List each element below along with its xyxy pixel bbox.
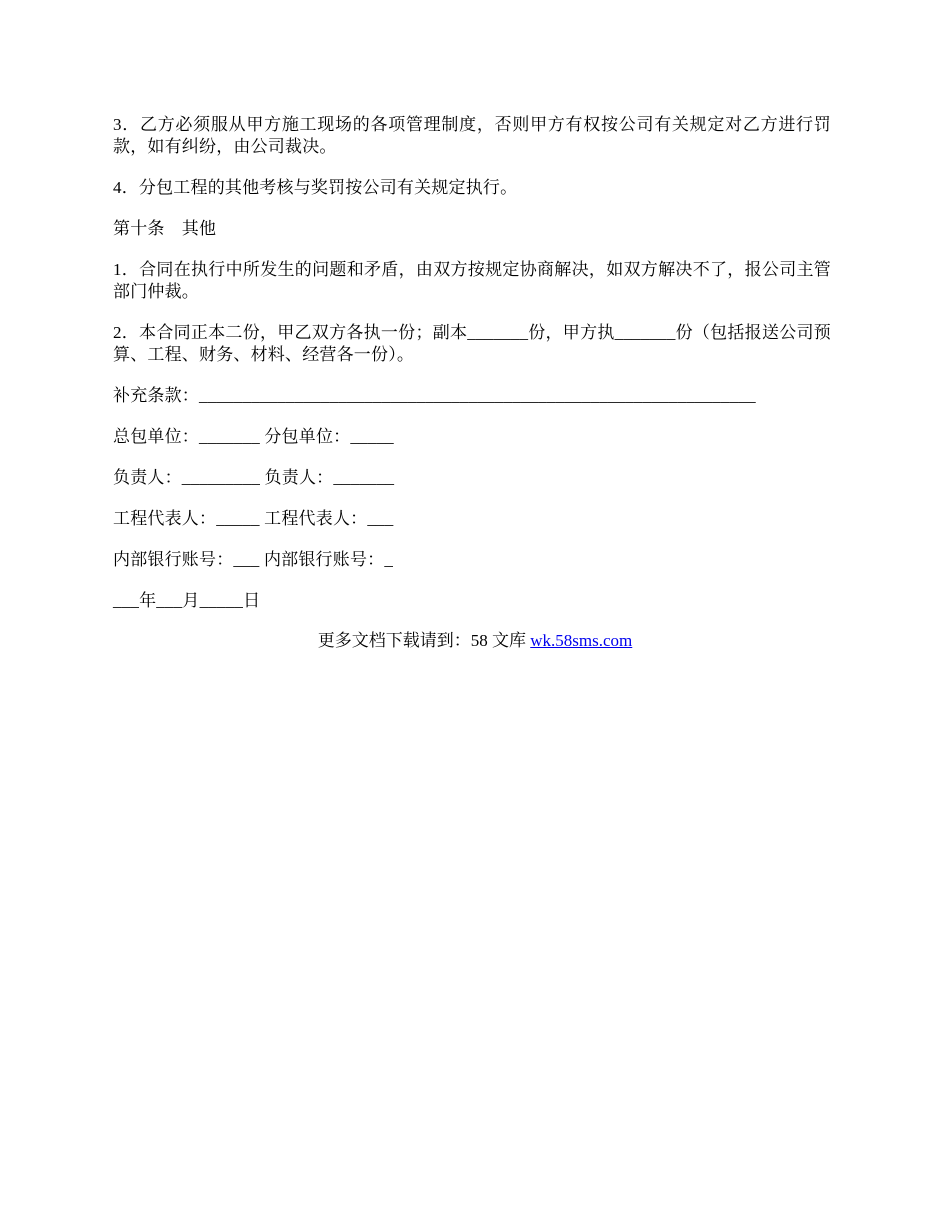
footer-prefix: 更多文档下载请到：58 文库 [317,631,531,650]
project-representative-line: 工程代表人：_____ 工程代表人：___ [113,509,394,528]
document-body [113,114,831,631]
download-footer [0,630,950,652]
clause-4-assessment: 4．分包工程的其他考核与奖罚按公司有关规定执行。 [113,178,518,197]
clause-1-disputes: 1．合同在执行中所发生的问题和矛盾，由双方按规定协商解决，如双方解决不了，报公司主管部门仲裁。 [113,260,831,301]
clause-3-penalty: 3．乙方必须服从甲方施工现场的各项管理制度，否则甲方有权按公司有关规定对乙方进行罚款，如有纠纷，由公司裁决。 [113,115,831,156]
date-line: ___年___月_____日 [113,591,261,610]
clause-2-copies: 2．本合同正本二份，甲乙双方各执一份；副本_______份，甲方执_______份（包括报送公司预算、工程、财务、材料、经营各一份）。 [113,323,831,364]
supplementary-terms-line: 补充条款：________________________________________________________________ [113,386,756,405]
bank-account-line: 内部银行账号：___ 内部银行账号：_ [113,550,394,569]
article-10-heading: 第十条 其他 [113,219,217,238]
contractor-unit-line: 总包单位：_______ 分包单位：_____ [113,427,394,446]
responsible-person-line: 负责人：_________ 负责人：_______ [113,468,395,487]
footer-site-link[interactable]: wk.58sms.com [530,631,633,650]
